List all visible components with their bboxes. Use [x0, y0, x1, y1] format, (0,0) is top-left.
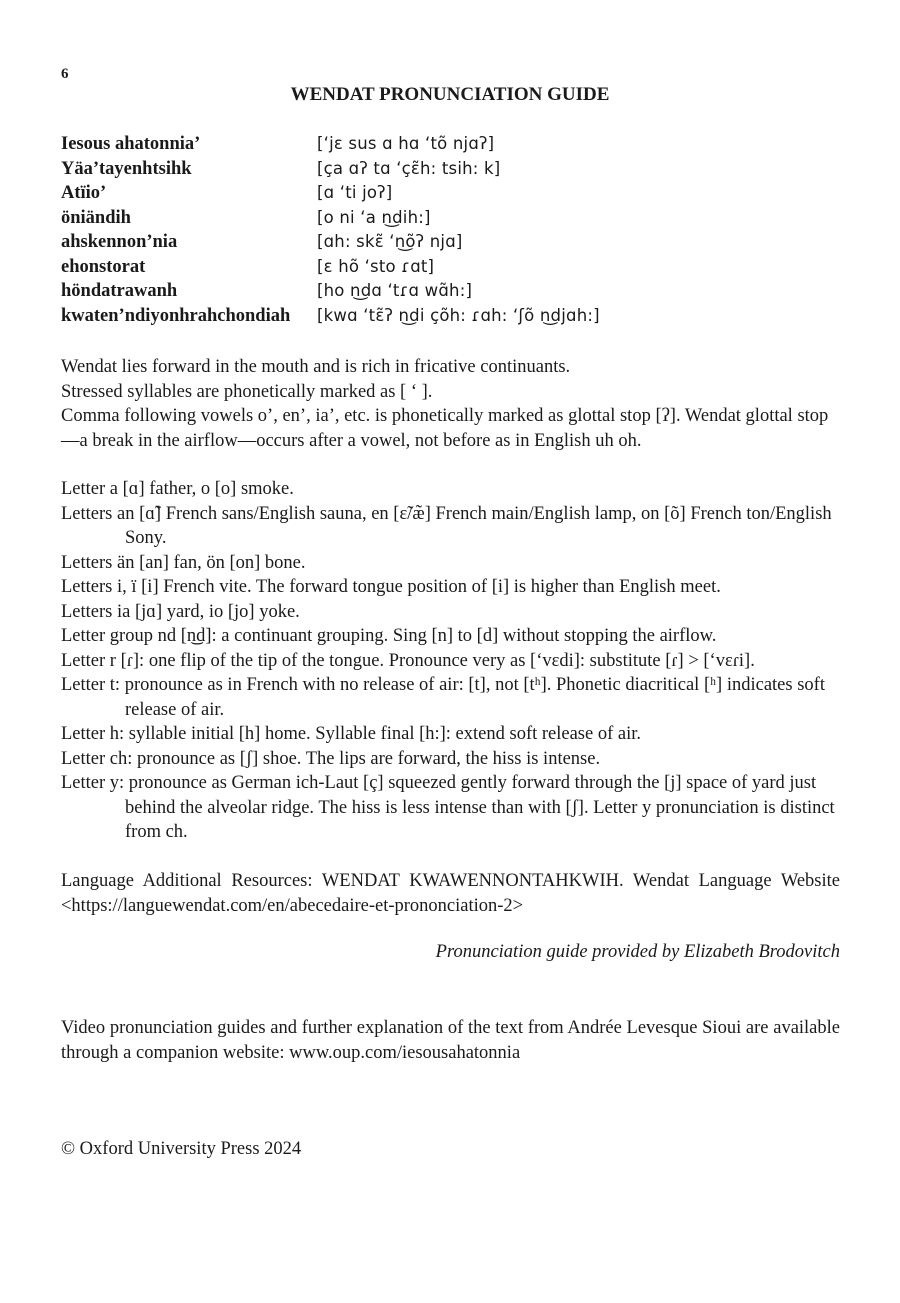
- vocab-ipa: [ɛ hõ ʻsto ɾɑt]: [317, 256, 435, 276]
- copyright: © Oxford University Press 2024: [61, 1139, 302, 1159]
- vocab-word: höndatrawanh: [61, 281, 178, 301]
- letters-section: [61, 477, 840, 845]
- vocab-word: ehonstorat: [61, 256, 146, 277]
- vocab-ipa: [ɑ ʻti joʔ]: [317, 183, 393, 202]
- resources-paragraph: Language Additional Resources: WENDAT KWAWENNONTAHKWIH. Wendat Language Website <https://languewendat.com/en/abecedaire-et-prononciation-2>: [61, 871, 840, 916]
- vocab-word: Iesous ahatonnia’: [61, 134, 201, 154]
- vocab-ipa: [kwɑ ʻtɛ̃ʔ n͜di çõh: ɾɑh: ʻʃõ n͜djɑh:]: [317, 305, 600, 325]
- vocab-ipa: [ɑh: skɛ̃ ʻn͜õʔ njɑ]: [317, 232, 463, 251]
- vocab-word: kwaten’ndiyonhrahchondiah: [61, 305, 291, 326]
- letter-entry: Letter r [ɾ]: one flip of the tip of the tongue. Pronounce very as [ʻvɛdi]: substitute [ɾ] > [ʻvɛɾi].: [61, 650, 755, 671]
- letter-entry: Letters an [ɑ̃] French sans/English sauna, en [ɛ̃/æ̃] French main/English lamp, on [õ] French ton/English Sony.: [61, 503, 832, 548]
- intro-paragraph: Comma following vowels o’, en’, ia’, etc. is phonetically marked as glottal stop [ʔ]. Wendat glottal stop—a break in the airflow—occurs after a vowel, not before as in English uh oh.: [61, 406, 829, 451]
- letter-entry: Letter a [ɑ] father, o [o] smoke.: [61, 479, 294, 499]
- page-number: 6: [61, 66, 69, 82]
- letter-entry: Letter ch: pronounce as [ʃ] shoe. The lips are forward, the hiss is intense.: [61, 748, 601, 769]
- vocab-word: Atïio’: [61, 183, 107, 203]
- letter-entry: Letters än [an] fan, ön [on] bone.: [61, 552, 306, 573]
- page-title: WENDAT PRONUNCIATION GUIDE: [290, 84, 610, 105]
- vocab-ipa: [o ni ʻa n͜dih:]: [317, 207, 431, 227]
- vocab-ipa: [ça ɑʔ tɑ ʻçɛ̃h: tsih: k]: [317, 158, 501, 178]
- intro-section: [61, 355, 840, 453]
- intro-paragraph: Wendat lies forward in the mouth and is rich in fricative continuants.: [61, 357, 571, 377]
- vocab-ipa: [ho n͜dɑ ʻtɾɑ wɑ̃h:]: [317, 281, 473, 300]
- letter-entry: Letter group nd [n͜d]: a continuant grouping. Sing [n] to [d] without stopping the airflow.: [61, 626, 717, 646]
- letter-entry: Letter t: pronounce as in French with no release of air: [t], not [tʰ]. Phonetic diacritical [ʰ] indicates soft release of air.: [61, 675, 825, 720]
- vocab-word: Yäa’tayenhtsihk: [61, 158, 192, 179]
- vocab-word: ahskennon’nia: [61, 232, 178, 252]
- credit-line: Pronunciation guide provided by Elizabeth Brodovitch: [435, 942, 840, 962]
- video-paragraph: Video pronunciation guides and further explanation of the text from Andrée Levesque Sioui are available through a companion website: www.oup.com/iesousahatonnia: [61, 1018, 840, 1063]
- intro-paragraph: Stressed syllables are phonetically marked as [ ʻ ].: [61, 381, 433, 402]
- letter-entry: Letters i, ï [i] French vite. The forward tongue position of [i] is higher than English meet.: [61, 577, 721, 597]
- letter-entry: Letter y: pronounce as German ich-Laut [ç] squeezed gently forward through the [j] space of yard just behind the alveolar ridge. The hiss is less intense than with [ʃ]. Letter y pronunciation is distinct from ch.: [61, 773, 835, 842]
- vocab-ipa: [ʻjɛ sus ɑ hɑ ʻtõ njɑʔ]: [317, 134, 495, 153]
- letter-entry: Letters ia [jɑ] yard, io [jo] yoke.: [61, 601, 300, 622]
- vocab-word: öniändih: [61, 207, 131, 228]
- letter-entry: Letter h: syllable initial [h] home. Syllable final [h:]: extend soft release of air.: [61, 724, 641, 744]
